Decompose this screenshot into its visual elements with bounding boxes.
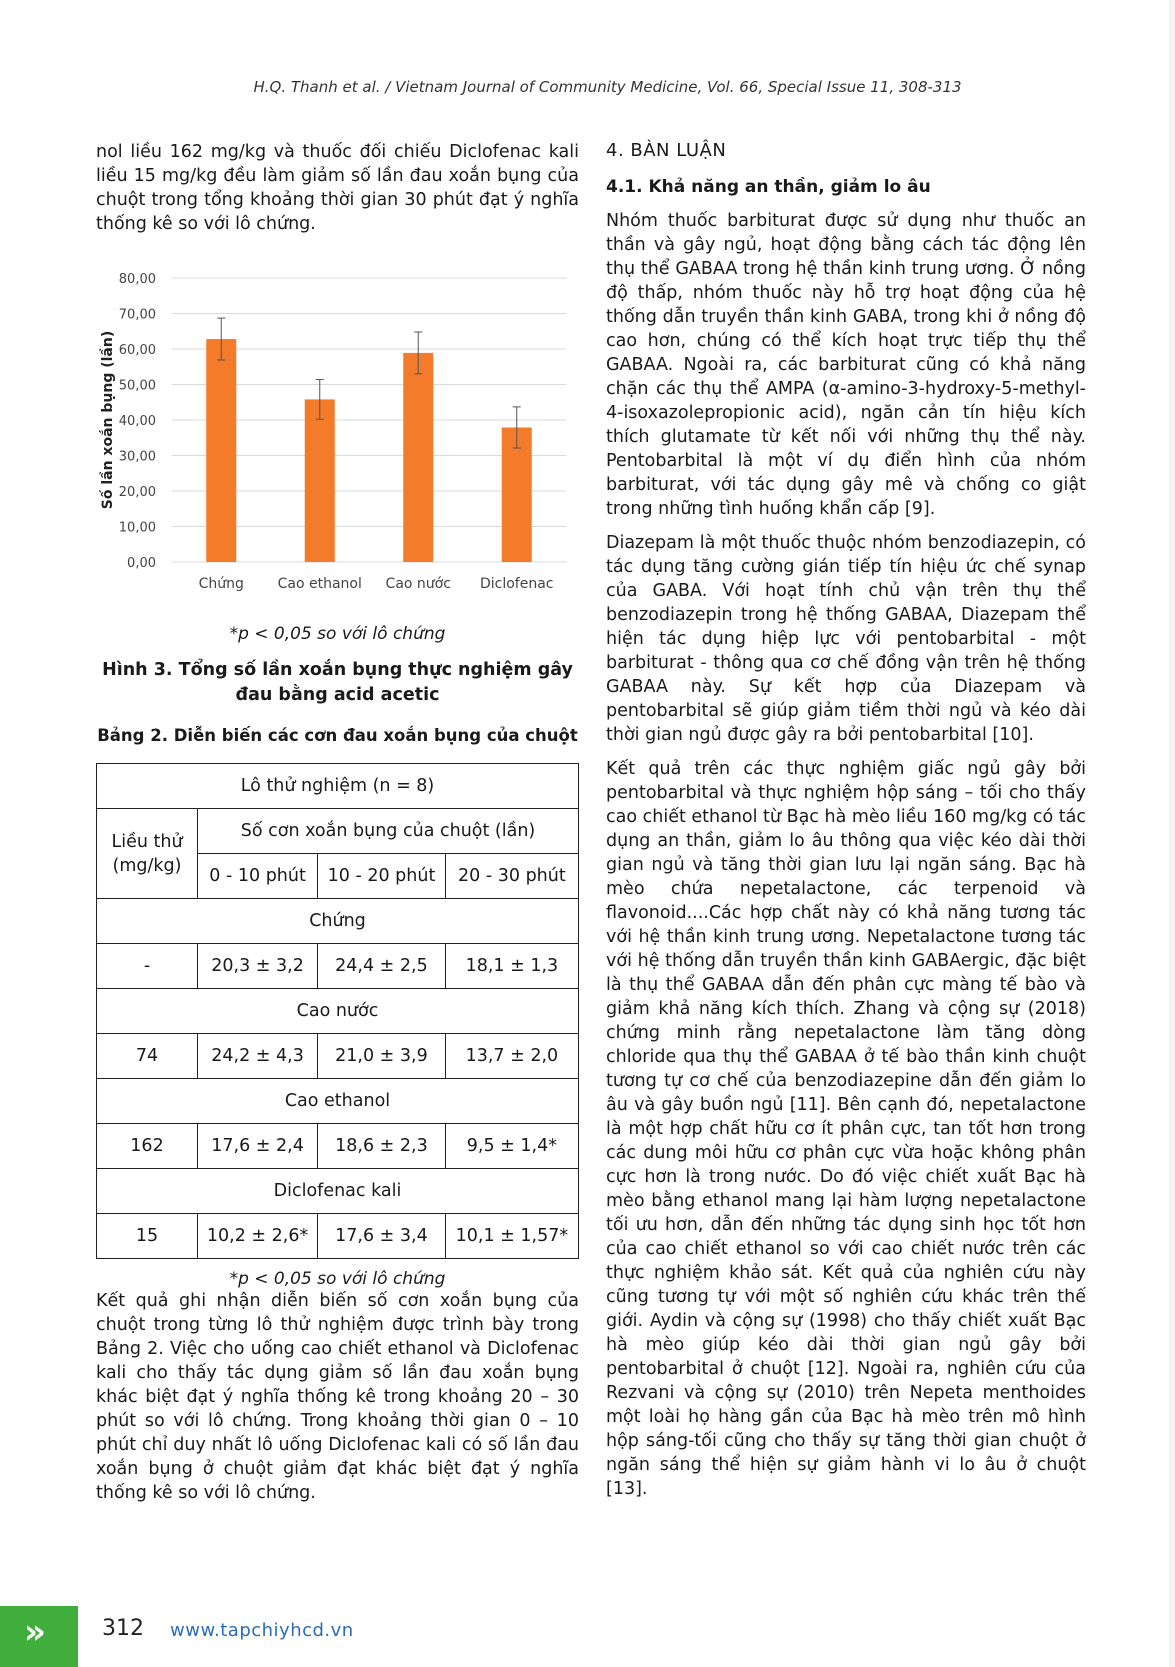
table-row [97, 1214, 579, 1259]
x-tick-label: Cao ethanol [277, 576, 362, 592]
y-axis-label: Số lần xoắn bụng (lần) [100, 330, 116, 510]
x-tick-label: Chứng [198, 576, 244, 592]
y-tick-label: 0,00 [127, 556, 156, 571]
table-dose-header: Liều thử (mg/kg) [97, 809, 198, 899]
table-title: Bảng 2. Diễn biến các cơn đau xoắn bụng của chuột [97, 726, 578, 745]
table-time-header: 10 - 20 phút [318, 854, 446, 899]
right-paragraph-2: Diazepam là một thuốc thuộc nhóm benzodiazepin, có tác dụng tăng cường gián tiếp tín hiệu ức chế synap của GABA. Với hoạt tính chủ vận trên thụ thể benzodiazepin trong hệ thống GABAA, Diazepam thể hiện tác dụng hiệp lực với pentobarbital - một barbiturat - thông qua cơ chế đồng vận trên hệ thống GABAA này. Sự kết hợp của Diazepam và pentobarbital sẽ giúp giảm tiềm thời ngủ và kéo dài thời gian ngủ được gây ra bởi pentobarbital [10]. [606, 533, 1086, 745]
page-number: 312 [102, 1616, 144, 1641]
y-tick-label: 70,00 [118, 307, 156, 323]
table-cell: 24,2 ± 4,3 [198, 1034, 318, 1079]
table-note: *p < 0,05 so với lô chứng [229, 1269, 446, 1289]
y-tick-label: 80,00 [118, 272, 156, 287]
left-column [96, 140, 579, 1505]
x-tick-label: Cao nước [385, 576, 451, 592]
figure-title: Hình 3. Tổng số lần xoắn bụng thực nghiệm gây đau bằng acid acetic [102, 660, 573, 705]
right-paragraph-3: Kết quả trên các thực nghiệm giấc ngủ gây bởi pentobarbital và thực nghiệm hộp sáng – tối cho thấy cao chiết ethanol từ Bạc hà mèo liều 160 mg/kg có tác dụng an thần, giảm lo âu thông qua việc kéo dài thời gian ngủ và tăng thời gian lưu lại ngăn sáng. Bạc hà mèo chứa nepetalactone, các terpenoid và flavonoid....Các hợp chất này có khả năng tương tác với hệ thần kinh trung ương. Nepetalactone tương tác với hệ thống dẫn truyền thần kinh GABAergic, đặc biệt là thụ thể GABAA dẫn đến phân cực màng tế bào và giảm khả năng kích thích. Zhang và cộng sự (2018) chứng minh rằng nepetalactone làm tăng dòng chloride qua thụ thể GABAA ở tế bào thần kinh chuột tương tự cơ chế của benzodiazepine dẫn đến giảm lo âu và gây buồn ngủ [11]. Bên cạnh đó, nepetalactone là một hợp chất hữu cơ ít phân cực, tan tốt hơn trong các dung môi hữu cơ phân cực vừa hoặc không phân cực hơn là trong nước. Do đó việc chiết xuất Bạc hà mèo bằng ethanol mang lại hàm lượng nepetalactone tối ưu hơn, dẫn đến những tác dụng sinh học tốt hơn của cao chiết ethanol so với cao chiết nước trên các thực nghiệm khảo sát. Kết quả của nghiên cứu này cũng tương tự với một số nghiên cứu khác trên thế giới. Aydin và cộng sự (1998) cho thấy chiết xuất Bạc hà mèo giúp kéo dài thời gian ngủ gây bởi pentobarbital ở chuột [12]. Ngoài ra, nghiên cứu của Rezvani và cộng sự (2010) trên Nepeta menthoides một loài họ hàng gần của Bạc hà mèo trên mô hình hộp sáng-tối cũng cho thấy sự tăng thời gian chuột ở ngăn sáng thể hiện sự giảm hành vi lo âu ở chuột [13]. [606, 759, 1087, 1499]
table-time-header: 0 - 10 phút [198, 854, 318, 899]
y-tick-label: 50,00 [118, 378, 156, 394]
table-cell: 9,5 ± 1,4* [445, 1124, 578, 1169]
right-column [606, 140, 1086, 1501]
journal-url: www.tapchiyhcd.vn [170, 1620, 354, 1641]
subsection-heading: 4.1. Khả năng an thần, giảm lo âu [606, 177, 931, 197]
table-group-header: Lô thử nghiệm (n = 8) [97, 764, 579, 809]
figure-note: *p < 0,05 so với lô chứng [229, 624, 446, 644]
table-group-name: Diclofenac kali [97, 1169, 579, 1214]
table-cell: 21,0 ± 3,9 [318, 1034, 446, 1079]
table-row [97, 1034, 579, 1079]
x-tick-label: Diclofenac [479, 576, 554, 592]
bar [206, 339, 236, 562]
page-edge [1169, 0, 1175, 1667]
table-cell-dose: 74 [97, 1034, 198, 1079]
table-row [97, 944, 579, 989]
section-heading: 4. BÀN LUẬN [606, 140, 727, 161]
table-cell-dose: 15 [97, 1214, 198, 1259]
table-time-header: 20 - 30 phút [445, 854, 578, 899]
table-cell: 17,6 ± 3,4 [318, 1214, 446, 1259]
running-header: H.Q. Thanh et al. / Vietnam Journal of Community Medicine, Vol. 66, Special Issue 11, 308-313 [253, 78, 962, 96]
table-group-name: Cao nước [97, 989, 579, 1034]
y-tick-label: 40,00 [118, 414, 156, 429]
table-group-name: Chứng [97, 899, 579, 944]
left-paragraph-1: nol liều 162 mg/kg và thuốc đối chiếu Diclofenac kali liều 15 mg/kg đều làm giảm số lần đau xoắn bụng của chuột trong tổng khoảng thời gian 30 phút đạt ý nghĩa thống kê so với lô chứng. [96, 142, 579, 234]
data-table [96, 763, 579, 1259]
table-cell: 17,6 ± 2,4 [198, 1124, 318, 1169]
left-paragraph-2: Kết quả ghi nhận diễn biến số cơn xoắn bụng của chuột trong từng lô thử nghiệm được trình bày trong Bảng 2. Việc cho uống cao chiết ethanol và Diclofenac kali cho thấy tác dụng giảm số lần đau xoắn bụng khác biệt đạt ý nghĩa thống kê trong khoảng 20 – 30 phút so với lô chứng. Trong khoảng thời gian 0 – 10 phút chỉ duy nhất lô uống Diclofenac kali có số lần đau xoắn bụng ở chuột giảm đạt khác biệt đạt ý nghĩa thống kê so với lô chứng. [96, 1291, 579, 1503]
table-cell: 18,6 ± 2,3 [318, 1124, 446, 1169]
table-cell-dose: - [97, 944, 198, 989]
table-count-header: Số cơn xoắn bụng của chuột (lần) [198, 809, 579, 854]
table-cell: 10,2 ± 2,6* [198, 1214, 318, 1259]
table-cell: 10,1 ± 1,57* [445, 1214, 578, 1259]
table-row [97, 1124, 579, 1169]
bar-chart [96, 258, 579, 618]
chart-svg [96, 258, 579, 618]
y-tick-label: 60,00 [118, 343, 156, 358]
y-tick-label: 30,00 [118, 449, 156, 465]
y-tick-label: 20,00 [118, 485, 156, 500]
right-paragraph-1: Nhóm thuốc barbiturat được sử dụng như thuốc an thần và gây ngủ, hoạt động bằng cách tác động lên thụ thể GABAA trong hệ thần kinh trung ương. Ở nồng độ thấp, nhóm thuốc này hỗ trợ hoạt động của hệ thống dẫn truyền thần kinh GABA, trong khi ở nồng độ cao hơn, chúng có thể kích hoạt trực tiếp thụ thể GABAA. Ngoài ra, các barbiturat cũng có khả năng chặn các thụ thể AMPA (α-amino-3-hydroxy-5-methyl-4-isoxazolepropionic acid), ngăn cản tín hiệu kích thích glutamate từ kết nối với những thụ thể này. Pentobarbital là một ví dụ điển hình của nhóm barbiturat, với tác dụng gây mê và chống co giật trong những tình huống khẩn cấp [9]. [606, 211, 1086, 519]
table-group-name: Cao ethanol [97, 1079, 579, 1124]
table-cell: 13,7 ± 2,0 [445, 1034, 578, 1079]
bar [403, 353, 433, 562]
table-cell: 20,3 ± 3,2 [198, 944, 318, 989]
bar [305, 399, 335, 562]
table-cell: 18,1 ± 1,3 [445, 944, 578, 989]
y-tick-label: 10,00 [118, 520, 156, 536]
table-cell: 24,4 ± 2,5 [318, 944, 446, 989]
table-cell-dose: 162 [97, 1124, 198, 1169]
double-chevron-icon: » [24, 1612, 40, 1652]
